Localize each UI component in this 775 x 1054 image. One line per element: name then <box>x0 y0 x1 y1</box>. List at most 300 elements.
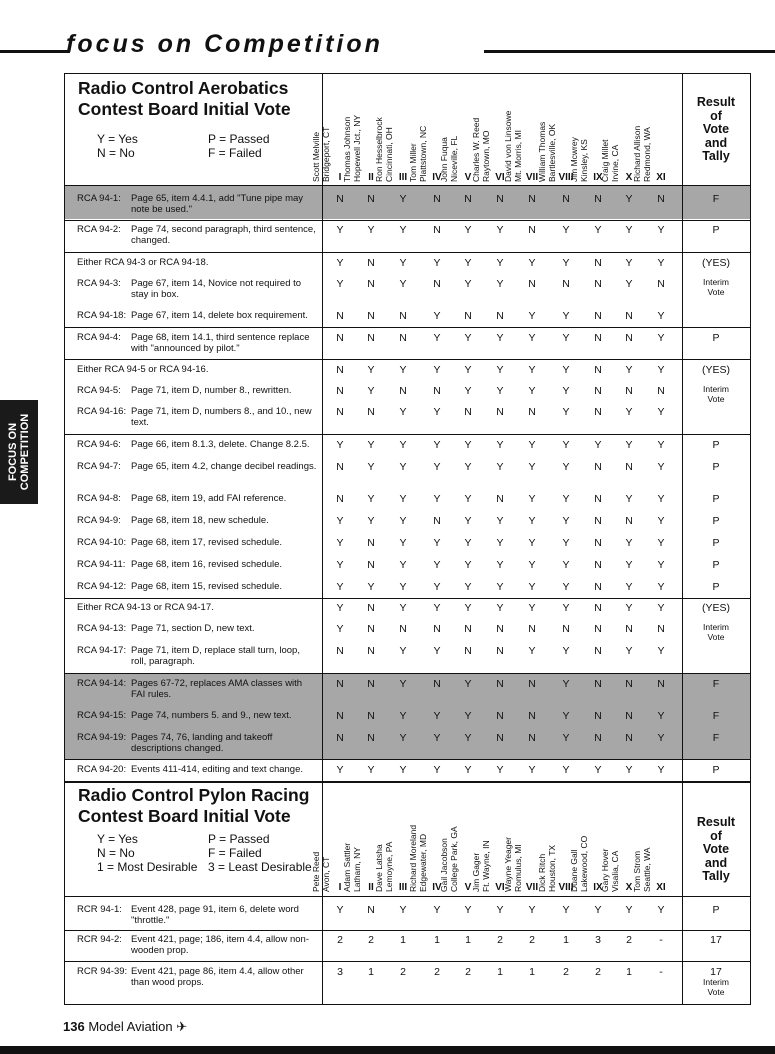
vote-cell: N <box>464 310 472 322</box>
vote-cell: Y <box>367 515 375 527</box>
vote-cell: Y <box>657 764 665 776</box>
vote-cell: N <box>625 515 633 527</box>
legend-item: F = Failed <box>208 846 262 860</box>
result-cell: F <box>712 678 720 690</box>
judge-roman-numeral: III <box>398 882 408 893</box>
vote-cell: N <box>496 623 504 635</box>
vote-cell: N <box>594 278 602 290</box>
footer <box>63 1019 187 1035</box>
vote-cell: N <box>433 678 441 690</box>
vote-cell: Y <box>528 493 536 505</box>
vote-cell: N <box>464 623 472 635</box>
judge-location: Bridgeport, CT <box>320 126 331 182</box>
vote-cell: Y <box>433 710 441 722</box>
judge-fullname: Dave Latsha <box>374 844 384 892</box>
vote-cell: Y <box>433 493 441 505</box>
vote-cell: Y <box>594 904 602 916</box>
judge-location: Avon, CT <box>320 856 331 892</box>
vote-cell: Y <box>657 493 665 505</box>
vote-cell: N <box>367 257 375 269</box>
vote-cell: N <box>433 385 441 397</box>
vote-cell: Y <box>367 364 375 376</box>
vote-cell: Y <box>464 278 472 290</box>
vote-cell: Y <box>336 278 344 290</box>
vote-cell: Y <box>625 764 633 776</box>
vote-cell: Y <box>399 278 407 290</box>
vote-cell: Y <box>562 764 570 776</box>
vote-cell: N <box>594 678 602 690</box>
vote-cell: Y <box>367 224 375 236</box>
result-cell: (YES) <box>701 257 730 269</box>
vote-cell: Y <box>399 515 407 527</box>
proposal-description: Event 428, page 91, item 6, delete word "throttle." <box>131 904 299 926</box>
vote-cell: Y <box>496 515 504 527</box>
vote-cell: N <box>594 406 602 418</box>
vote-cell: N <box>336 193 344 205</box>
vote-cell: Y <box>625 193 633 205</box>
vote-cell: Y <box>464 493 472 505</box>
proposal-description: Page 71, section D, new text. <box>131 623 255 634</box>
vote-cell: Y <box>464 581 472 593</box>
vote-cell: Y <box>496 559 504 571</box>
judge-location: Bartlesville, OK <box>546 123 557 182</box>
judge-fullname: Duane Gall <box>569 849 579 892</box>
vote-cell: Y <box>367 461 375 473</box>
vote-cell: Y <box>336 764 344 776</box>
vote-cell: N <box>657 623 665 635</box>
proposal-description: Pages 74, 76, landing and takeoff descriptions changed. <box>131 732 273 754</box>
judge-fullname: William Thomas <box>537 121 547 182</box>
vote-cell: Y <box>562 515 570 527</box>
judge-roman-numeral: VI <box>495 882 505 893</box>
vote-cell: Y <box>528 537 536 549</box>
group-divider <box>64 327 751 328</box>
vote-cell: N <box>367 623 375 635</box>
vote-cell: Y <box>464 224 472 236</box>
vote-cell: N <box>367 332 375 344</box>
interim-vote-note: Interim Vote <box>703 277 729 297</box>
proposal-label: RCA 94-6: <box>77 439 121 450</box>
vote-cell: Y <box>657 332 665 344</box>
judge-roman-numeral: VII <box>525 882 539 893</box>
vote-cell: 2 <box>626 934 632 946</box>
vote-cell: Y <box>657 439 665 451</box>
interim-vote-note: Interim Vote <box>703 384 729 404</box>
judge-roman-numeral: IV <box>432 882 442 893</box>
proposal-description: Pages 67-72, replaces AMA classes with FAI rules. <box>131 678 303 700</box>
vote-cell: N <box>399 385 407 397</box>
vote-cell: N <box>594 332 602 344</box>
vote-cell: Y <box>433 581 441 593</box>
vote-cell: Y <box>496 439 504 451</box>
vote-cell: N <box>496 645 504 657</box>
vote-cell: Y <box>657 406 665 418</box>
proposal-label: RCA 94-11: <box>77 559 126 570</box>
vote-cell: N <box>367 559 375 571</box>
result-cell: P <box>712 461 720 473</box>
vote-cell: Y <box>625 559 633 571</box>
vote-cell: N <box>433 224 441 236</box>
vote-cell: Y <box>657 364 665 376</box>
vote-cell: Y <box>657 581 665 593</box>
vote-cell: N <box>625 623 633 635</box>
group-divider <box>64 434 751 435</box>
header-divider <box>64 185 751 186</box>
vote-cell: N <box>625 732 633 744</box>
judge-roman-numeral: II <box>368 882 374 893</box>
vote-cell: Y <box>625 278 633 290</box>
vote-cell: N <box>464 645 472 657</box>
result-cell: P <box>712 537 720 549</box>
vote-cell: Y <box>367 493 375 505</box>
result-header-word: of <box>710 108 722 123</box>
vote-cell: Y <box>625 406 633 418</box>
vote-cell: N <box>528 224 536 236</box>
vote-cell: Y <box>625 224 633 236</box>
vote-cell: N <box>367 904 375 916</box>
vote-cell: Y <box>657 645 665 657</box>
vote-cell: Y <box>562 710 570 722</box>
vote-cell: N <box>594 493 602 505</box>
judge-roman-numeral: III <box>398 172 408 183</box>
vote-cell: Y <box>496 537 504 549</box>
header-title: focus on Competition <box>66 30 383 58</box>
vote-cell: 1 <box>529 966 535 978</box>
vote-cell: N <box>594 623 602 635</box>
proposal-label: RCA 94-4: <box>77 332 121 343</box>
vote-cell: Y <box>336 559 344 571</box>
vote-cell: Y <box>657 461 665 473</box>
proposal-label: RCA 94-18: <box>77 310 127 321</box>
judge-fullname: John Fuqua <box>439 137 449 182</box>
judge-location: College Park, GA <box>448 826 459 892</box>
judge-fullname: Tom Miller <box>408 143 418 182</box>
vote-cell: Y <box>433 461 441 473</box>
vote-cell: Y <box>562 645 570 657</box>
rca-title-line1: Radio Control Aerobatics <box>78 78 289 98</box>
vote-cell: Y <box>496 904 504 916</box>
vote-cell: Y <box>528 310 536 322</box>
vote-cell: N <box>399 623 407 635</box>
result-cell: (YES) <box>701 364 730 376</box>
side-tab-line1: FOCUS ON <box>7 422 19 482</box>
result-cell: P <box>712 515 720 527</box>
vote-cell: Y <box>399 537 407 549</box>
vote-cell: 1 <box>626 966 632 978</box>
proposal-label: RCA 94-1: <box>77 193 121 204</box>
vote-cell: N <box>496 678 504 690</box>
proposal-description: Page 66, item 8.1.3, delete. Change 8.2.5. <box>131 439 310 450</box>
vote-cell: N <box>625 310 633 322</box>
judge-location: Lakewood, CO <box>578 835 589 892</box>
vote-cell: Y <box>399 602 407 614</box>
judge-location: Kinsley, KS <box>578 139 589 182</box>
vote-cell: Y <box>657 537 665 549</box>
result-cell: P <box>712 439 720 451</box>
vote-cell: Y <box>399 732 407 744</box>
vote-cell: N <box>399 310 407 322</box>
result-cell: P <box>712 764 720 776</box>
vote-cell: N <box>625 678 633 690</box>
vote-cell: Y <box>464 732 472 744</box>
vote-cell: N <box>433 193 441 205</box>
proposal-label: Either RCA 94-3 or RCA 94-18. <box>77 257 209 268</box>
legend-item: P = Passed <box>208 832 270 846</box>
judge-location: Plattstown, NC <box>417 125 428 182</box>
proposal-label: RCA 94-8: <box>77 493 121 504</box>
vote-cell: Y <box>433 732 441 744</box>
vote-cell: Y <box>625 537 633 549</box>
vote-cell: N <box>367 710 375 722</box>
vote-cell: Y <box>399 764 407 776</box>
judge-location: Lemoyne, PA <box>383 841 394 892</box>
vote-cell: Y <box>399 710 407 722</box>
proposal-description: Page 67, item 14, Novice not required to stay in box. <box>131 278 302 300</box>
vote-cell: 2 <box>595 966 601 978</box>
vote-cell: N <box>562 193 570 205</box>
judge-roman-numeral: I <box>338 882 342 893</box>
vote-cell: Y <box>367 581 375 593</box>
proposal-description: Events 411-414, editing and text change. <box>131 764 304 775</box>
judge-location: Cincinnati, OH <box>383 127 394 182</box>
group-divider <box>64 220 751 221</box>
vote-cell: Y <box>367 764 375 776</box>
vote-cell: Y <box>464 710 472 722</box>
vote-cell: Y <box>562 493 570 505</box>
vote-cell: N <box>336 310 344 322</box>
proposal-description: Page 71, item D, number 8., rewritten. <box>131 385 292 396</box>
vote-cell: 1 <box>563 934 569 946</box>
legend-item: 1 = Most Desirable <box>97 860 198 874</box>
vote-cell: N <box>433 515 441 527</box>
judge-fullname: David von Linsowe <box>503 110 513 182</box>
vote-cell: 2 <box>434 966 440 978</box>
vote-cell: 1 <box>497 966 503 978</box>
vote-cell: N <box>336 406 344 418</box>
vote-cell: 2 <box>563 966 569 978</box>
vote-cell: N <box>528 710 536 722</box>
proposal-description: Event 421, page 86, item 4.4, allow other than wood props. <box>131 966 304 988</box>
plane-icon: ✈ <box>176 1019 188 1034</box>
vote-cell: Y <box>562 461 570 473</box>
vote-cell: N <box>562 278 570 290</box>
judge-fullname: Richard Allison <box>632 125 642 182</box>
vote-cell: Y <box>625 904 633 916</box>
vote-cell: Y <box>496 224 504 236</box>
vote-cell: Y <box>562 602 570 614</box>
vote-cell: Y <box>528 602 536 614</box>
vote-cell: N <box>496 310 504 322</box>
vote-cell: N <box>625 332 633 344</box>
vote-cell: Y <box>464 602 472 614</box>
legend-item: Y = Yes <box>97 132 138 146</box>
vote-cell: Y <box>399 406 407 418</box>
vote-cell: N <box>528 623 536 635</box>
proposal-description: Page 71, item D, replace stall turn, loop, roll, paragraph. <box>131 645 300 667</box>
vote-cell: Y <box>367 439 375 451</box>
vote-cell: Y <box>336 257 344 269</box>
proposal-description: Page 65, item 4.2, change decibel readings. <box>131 461 317 472</box>
vote-cell: N <box>336 461 344 473</box>
vote-cell: N <box>496 193 504 205</box>
judge-fullname: Adam Sattler <box>342 842 352 892</box>
result-header-word: and <box>704 855 728 870</box>
judge-fullname: Thomas Johnson <box>342 116 352 182</box>
vote-cell: Y <box>562 732 570 744</box>
result-header-word: Tally <box>702 869 730 883</box>
vote-cell: N <box>625 385 633 397</box>
vote-cell: Y <box>433 559 441 571</box>
vote-cell: N <box>594 645 602 657</box>
vote-cell: Y <box>336 439 344 451</box>
result-header-word: Result <box>696 815 736 829</box>
vote-cell: Y <box>562 406 570 418</box>
legend-item: 3 = Least Desirable <box>208 860 312 874</box>
group-divider <box>64 598 751 599</box>
vote-cell: N <box>657 278 665 290</box>
result-cell: P <box>712 559 720 571</box>
vote-cell: Y <box>399 364 407 376</box>
judge-roman-numeral: V <box>464 882 472 893</box>
vote-cell: Y <box>562 224 570 236</box>
vote-cell: Y <box>625 439 633 451</box>
vote-cell: Y <box>657 224 665 236</box>
vote-cell: 2 <box>400 966 406 978</box>
vote-cell: Y <box>657 602 665 614</box>
group-divider <box>64 673 751 674</box>
proposal-description: Page 68, item 17, revised schedule. <box>131 537 283 548</box>
judge-roman-numeral: V <box>464 172 472 183</box>
proposal-label: RCA 94-15: <box>77 710 127 721</box>
vote-cell: Y <box>433 364 441 376</box>
header-rule-left <box>0 50 70 53</box>
vote-cell: N <box>625 710 633 722</box>
vote-cell: Y <box>464 559 472 571</box>
vote-cell: N <box>367 406 375 418</box>
vote-cell: N <box>594 515 602 527</box>
legend-item: Y = Yes <box>97 832 138 846</box>
vote-cell: Y <box>562 678 570 690</box>
vote-cell: - <box>659 966 663 978</box>
judge-roman-numeral: XI <box>656 882 666 893</box>
vote-cell: 3 <box>595 934 601 946</box>
vote-cell: Y <box>464 364 472 376</box>
judge-fullname: Gail Jacobson <box>439 838 449 892</box>
vote-cell: N <box>336 493 344 505</box>
proposal-label: RCA 94-14: <box>77 678 127 689</box>
vote-cell: Y <box>657 515 665 527</box>
proposal-description: Page 68, item 19, add FAI reference. <box>131 493 287 504</box>
judge-location: Hopewell Jct., NY <box>351 114 362 182</box>
page-number: 136 <box>63 1019 85 1034</box>
proposal-label: RCA 94-3: <box>77 278 121 289</box>
proposal-label: RCR 94-1: <box>77 904 122 915</box>
vote-cell: 3 <box>337 966 343 978</box>
vote-cell: N <box>367 537 375 549</box>
proposal-label: RCR 94-39: <box>77 966 128 977</box>
vote-cell: Y <box>528 581 536 593</box>
vote-cell: Y <box>433 406 441 418</box>
vote-cell: Y <box>336 602 344 614</box>
vote-cell: N <box>367 310 375 322</box>
vote-cell: Y <box>562 439 570 451</box>
bottom-bar <box>0 1046 775 1054</box>
vote-cell: N <box>657 678 665 690</box>
vote-cell: N <box>367 678 375 690</box>
vote-cell: Y <box>562 581 570 593</box>
vote-cell: N <box>528 193 536 205</box>
result-column-divider <box>682 73 683 782</box>
vote-cell: N <box>336 332 344 344</box>
rcr-title-line2: Contest Board Initial Vote <box>78 806 291 826</box>
vote-cell: N <box>367 732 375 744</box>
judge-roman-numeral: XI <box>656 172 666 183</box>
judge-location: Mt. Morris, MI <box>512 130 523 182</box>
label-column-divider <box>322 782 323 1005</box>
vote-cell: N <box>594 602 602 614</box>
judge-location: Redmond, WA <box>641 127 652 182</box>
judge-fullname: Scott Melville <box>311 131 321 182</box>
vote-cell: Y <box>433 904 441 916</box>
proposal-label: RCA 94-19: <box>77 732 127 743</box>
proposal-description: Page 74, numbers 5. and 9., new text. <box>131 710 292 721</box>
vote-cell: N <box>657 193 665 205</box>
result-cell: F <box>712 732 720 744</box>
vote-cell: 2 <box>337 934 343 946</box>
result-header-word: Vote <box>702 122 730 136</box>
group-divider <box>64 359 751 360</box>
vote-cell: 2 <box>368 934 374 946</box>
vote-cell: 1 <box>465 934 471 946</box>
vote-cell: Y <box>528 559 536 571</box>
vote-cell: N <box>433 278 441 290</box>
vote-cell: N <box>594 559 602 571</box>
vote-cell: 1 <box>434 934 440 946</box>
vote-cell: Y <box>464 678 472 690</box>
header-divider <box>64 896 751 897</box>
vote-cell: Y <box>399 439 407 451</box>
vote-cell: Y <box>657 257 665 269</box>
result-header-word: Result <box>696 95 736 109</box>
vote-cell: 1 <box>368 966 374 978</box>
vote-cell: Y <box>336 623 344 635</box>
vote-cell: Y <box>657 710 665 722</box>
proposal-description: Page 65, item 4.4.1, add "Tune pipe may note be used." <box>131 193 304 215</box>
result-header-word: Tally <box>702 149 730 163</box>
vote-cell: Y <box>399 645 407 657</box>
vote-cell: Y <box>464 904 472 916</box>
vote-cell: N <box>528 278 536 290</box>
vote-cell: Y <box>562 332 570 344</box>
vote-cell: N <box>496 493 504 505</box>
vote-cell: Y <box>399 257 407 269</box>
proposal-description: Page 67, item 14, delete box requirement. <box>131 310 308 321</box>
result-cell: P <box>712 224 720 236</box>
vote-cell: Y <box>399 461 407 473</box>
vote-cell: Y <box>464 764 472 776</box>
group-divider <box>64 759 751 760</box>
side-tab-label <box>7 414 31 490</box>
vote-cell: Y <box>399 678 407 690</box>
proposal-label: RCA 94-10: <box>77 537 127 548</box>
vote-cell: N <box>367 278 375 290</box>
vote-cell: N <box>594 581 602 593</box>
vote-cell: Y <box>336 537 344 549</box>
proposal-label: RCA 94-12: <box>77 581 127 592</box>
judge-location: Romulus, MI <box>512 844 523 892</box>
vote-cell: Y <box>433 764 441 776</box>
result-cell: F <box>712 710 720 722</box>
